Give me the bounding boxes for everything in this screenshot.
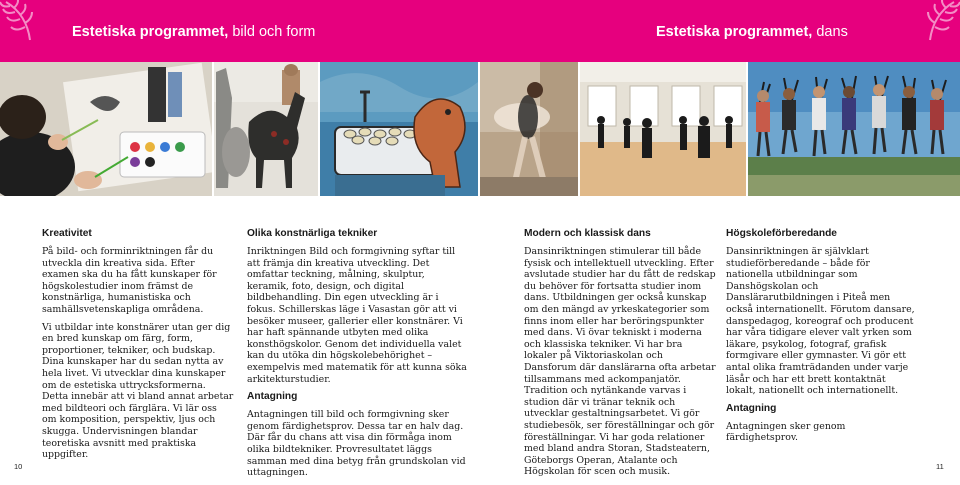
column-tekniker [247, 228, 467, 485]
section-heading: Högskoleförberedande [726, 228, 837, 239]
body-paragraph: Antagningen sker genom färdighetsprov. [726, 420, 846, 444]
body-paragraph: På bild- och forminriktningen får du utveckla din kreativa sida. Efter examen ska du ha fått kunskaper för högskolestudier inom främst de konstnärliga, humanistiska och samhällsvetenskapliga områdena. [42, 246, 217, 315]
body-paragraph: Dansinriktningen stimulerar till både fysisk och intellektuell utveckling. Efter avslutade studier har du fått de redskap du behöver för fortsatta studier inom dans. Utbildningen ger också kunskap om den mängd av yrkeskategorier som finns inom eller har beröringspunkter med dans. Vi övar tekniskt i moderna och klassiska tekniker. Vi har bra lokaler på Viktoriaskolan och Dansforum där danslärarna ofta arbetar tillsammans med ackompanjatör. Tradition och nytänkande varvas i studion där vi tränar teknik och utvecklar gestaltningsarbetet. Vi gör studiebesök, ser föreställningar och gör föreställningar. Vi har goda relationer med bland andra Storan, Stadsteatern, Göteborgs Operan, Atalante och Högskolan för scen och musik. [524, 246, 716, 478]
section-heading: Antagning [247, 391, 298, 403]
column-hogskoleforberedande [726, 228, 918, 450]
section-heading: Antagning [726, 402, 777, 414]
laurel-wreath-left-icon [0, 0, 60, 60]
body-paragraph: Vi utbildar inte konstnärer utan ger dig en bred kunskap om färg, form, proportioner, tekniker, och budskap. Dina kunskaper har du sedan nytta av hela livet. Vi utvecklar dina kunskaper om de estetiska uttrycksformerna. Detta innebär att vi bland annat arbetar med bildteori och färglära. Vi lär oss om komposition, perspektiv, ljus och skugga. Undervisningen blandar teoretiska avsnitt med praktiska uppgifter. [42, 321, 234, 461]
right-page-title: Estetiska programmet, dans [656, 24, 848, 40]
photo-dancers-jumping [748, 62, 960, 196]
body-paragraph: Dansinriktningen är självklart studieförberedande – både för nationella utbildningar som Danshögskolan och Danslärarutbildningen i Piteå men också internationellt. Förutom dansare, danspedagog, koreograf och producent har våra tidigare elever valt yrken som läkare, psykolog, fotograf, grafisk formgivare eller gymnaster. Vi gör ett antal olika framträdanden under varje läsår och har ett brett kontaktnät lokalt, nationellt och internationellt. [726, 246, 915, 397]
photo-strip [0, 62, 960, 196]
page-number-right: 11 [936, 462, 944, 471]
body-paragraph: Inriktningen Bild och formgivning syftar till att främja din kreativa utveckling. Det omfattar teckning, målning, skulptur, keramik, foto, design, och digital bildbehandling. Din egen utveckling är i fokus. Schillerskas läge i Vasastan gör att vi besöker museer, gallerier eller konstnärer. Vi har haft spännande utbyten med olika konsthögskolor. Genom det individuella valet kan du utöka din högskolebehörighet – exempelvis med matematik för att kunna söka arkitekturstudier. [247, 246, 467, 385]
photo-dancer [480, 62, 578, 196]
column-kreativitet [42, 228, 234, 467]
top-banner [0, 0, 960, 62]
column-dans [524, 228, 716, 484]
section-heading: Kreativitet [42, 228, 92, 239]
laurel-wreath-right-icon [900, 0, 960, 60]
photo-painting [0, 62, 212, 196]
photo-ceramics [214, 62, 318, 196]
section-heading: Olika konstnärliga tekniker [247, 228, 378, 239]
photo-dance-studio [580, 62, 746, 196]
left-page-title: Estetiska programmet, bild och form [72, 24, 316, 40]
page-number-left: 10 [14, 462, 23, 471]
photo-artwork [320, 62, 478, 196]
body-paragraph: Antagningen till bild och formgivning sker genom färdighetsprov. Dessa tar en halv dag. Där får du chans att visa din förmåga inom olika bildtekniker. Provresultatet läggs samman med dina betyg från grundskolan vid uttagningen. [247, 409, 466, 479]
section-heading: Modern och klassisk dans [524, 228, 651, 239]
